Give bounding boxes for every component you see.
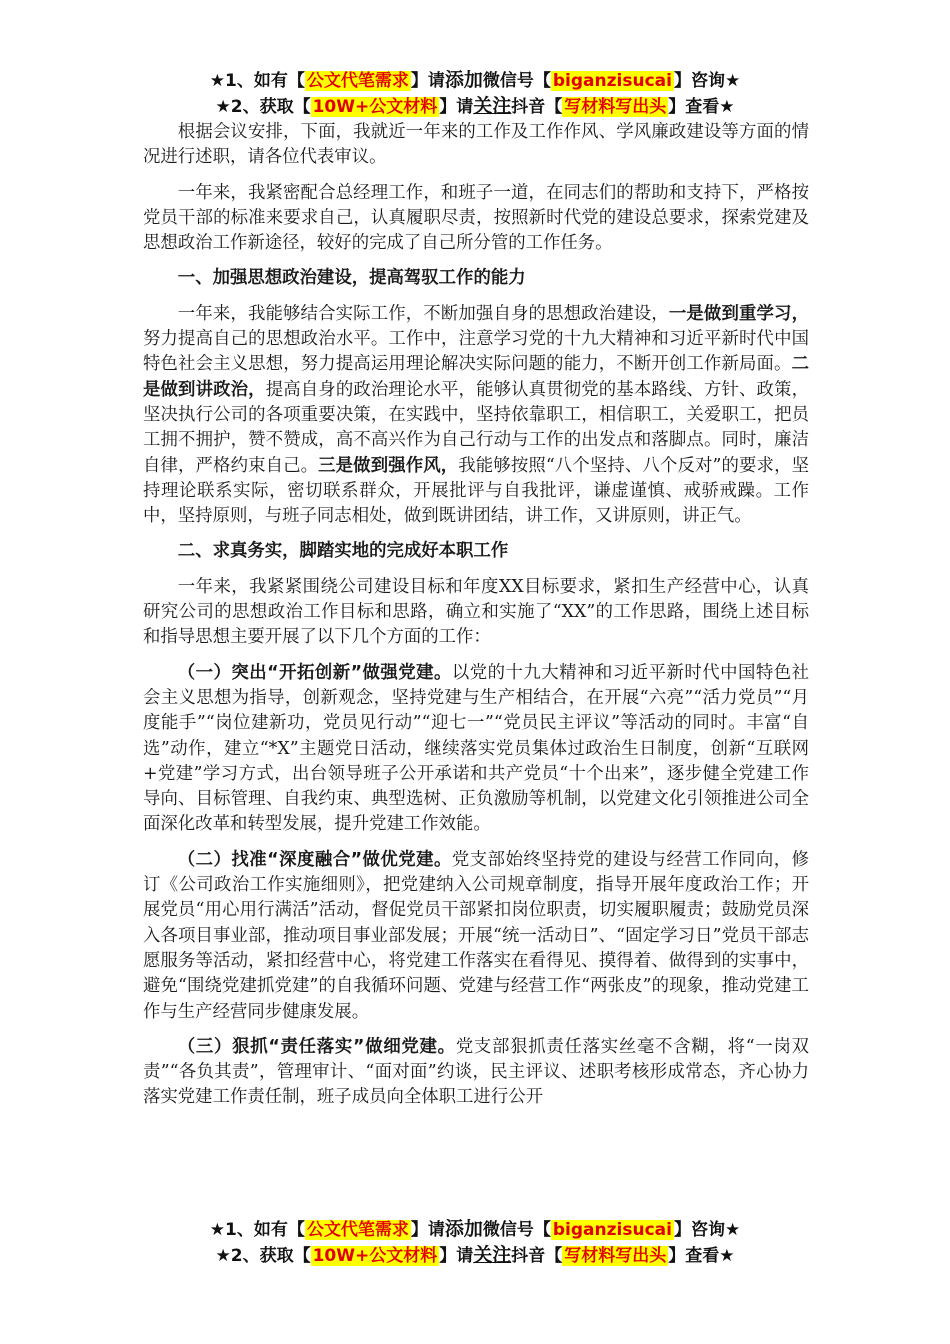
banner-prefix: ★1、如有【	[209, 1220, 305, 1240]
subsection-heading-3: （三）狠抓“责任落实”做细党建。	[177, 1036, 456, 1057]
paragraph-text: 一年来，我能够结合实际工作，不断加强自身的思想政治建设，	[177, 303, 669, 324]
promo-banner-line1-top	[0, 68, 950, 93]
banner-text: 微信号【	[482, 71, 551, 91]
paragraph-text: 党支部狠抓责任落实丝毫不含糊，将“一岗双责”“各负其责”，管理审计、“面对面”约谈，民主评议、述职考核形成常态，齐心协力落实党建工作责任制，班子成员向全体职工进行公开	[143, 1036, 809, 1108]
banner-highlight-douyin-id: 写材料写出头	[564, 97, 667, 117]
banner-prefix: ★2、获取【	[215, 97, 311, 117]
paragraph-intro: 根据会议安排，下面，我就近一年来的工作及工作作风、学风廉政建设等方面的情况进行述职，请各位代表审议。	[143, 122, 809, 168]
document-body	[143, 120, 809, 1212]
paragraph-text: 以党的十九大精神和习近平新时代中国特色社会主义思想为指导，创新观念，坚持党建与生产相结合，在开展“六亮”“活力党员”“月度能手”“岗位建新功，党员见行动”“迎七一”“党员民主评议”等活动的同时。丰富“自选”动作，建立“*X”主题党日活动，继续落实党员集体过政治生日制度，创新“互联网+党建”学习方式，出台领导班子公开承诺和共产党员“十个出来”，逐步健全党建工作导向、目标管理、自我约束、典型选树、正负激励等机制，以党建文化引领推进公司全面深化改革和转型发展，提升党建工作效能。	[143, 662, 809, 835]
paragraph-subsection-2	[143, 848, 809, 1025]
banner-text: 】请	[410, 71, 445, 91]
banner-highlight-service: 公文代笔需求	[306, 71, 409, 91]
banner-prefix: ★2、获取【	[215, 1246, 311, 1266]
section-heading-2: 二、求真务实，脚踏实地的完成好本职工作	[177, 541, 509, 562]
banner-highlight-materials: 10W+公文材料	[312, 1246, 438, 1266]
bold-point-3: 三是做到强作风，	[318, 455, 459, 476]
banner-add-text: 添加	[444, 69, 483, 91]
banner-follow-text: 关注	[473, 1244, 512, 1266]
paragraph-text: 党支部始终坚持党的建设与经营工作同向，修订《公司政治工作实施细则》，把党建纳入公司规章制度，指导开展年度政治工作；开展党员“用心用行满活”活动，督促党员干部紧扣岗位职责，切实履职履责；鼓励党员深入各项目事业部，推动项目事业部发展；开展“统一活动日”、“固定学习日”党员干部志愿服务等活动，紧扣经营中心，将党建工作落实在看得见、摸得着、做得到的实事中，避免“围绕党建抓党建”的自我循环问题、党建与经营工作“两张皮”的现象，推动党建工作与生产经营同步健康发展。	[143, 849, 809, 1022]
promo-banner-line2-top	[0, 94, 950, 119]
banner-text: 抖音【	[511, 97, 563, 117]
paragraph-work-goals: 一年来，我紧紧围绕公司建设目标和年度XX目标要求，紧扣生产经营中心，认真研究公司的思想政治工作目标和思路，确立和实施了“XX”的工作思路，围绕上述目标和指导思想主要开展了以下几个方面的工作：	[143, 576, 809, 648]
paragraph-summary: 一年来，我紧密配合总经理工作，和班子一道，在同志们的帮助和支持下，严格按党员干部的标准来要求自己，认真履职尽责，按照新时代党的建设总要求，探索党建及思想政治工作新途径，较好的完成了自己所分管的工作任务。	[143, 182, 809, 254]
paragraph-subsection-3	[143, 1035, 809, 1111]
bold-point-1: 一是做到重学习，	[668, 303, 809, 324]
banner-suffix: 】咨询★	[673, 1220, 741, 1240]
banner-follow-text: 关注	[473, 95, 512, 117]
banner-text: 抖音【	[511, 1246, 563, 1266]
banner-text: 】请	[439, 1246, 474, 1266]
banner-highlight-douyin-id: 写材料写出头	[564, 1246, 667, 1266]
paragraph-subsection-1	[143, 661, 809, 838]
promo-banner-line2-bottom	[0, 1243, 950, 1268]
promo-banner-line1-bottom	[0, 1217, 950, 1242]
banner-prefix: ★1、如有【	[209, 71, 305, 91]
paragraph-text: 努力提高自己的思想政治水平。工作中，注意学习党的十九大精神和习近平新时代中国特色社会主义思想，努力提高运用理论解决实际问题的能力，不断开创工作新局面。	[143, 329, 809, 375]
subsection-heading-1: （一）突出“开拓创新”做强党建。	[177, 662, 452, 683]
banner-suffix: 】查看★	[668, 1246, 735, 1266]
banner-add-text: 添加	[444, 1218, 483, 1240]
banner-suffix: 】咨询★	[673, 71, 741, 91]
section-heading-1: 一、加强思想政治建设，提高驾驭工作的能力	[177, 268, 526, 289]
banner-highlight-wechat-id: biganzisucai	[552, 71, 672, 91]
banner-suffix: 】查看★	[668, 97, 735, 117]
banner-text: 】请	[439, 97, 474, 117]
banner-highlight-wechat-id: biganzisucai	[552, 1220, 672, 1240]
bold-point-2: 二是做到讲政治，	[143, 354, 809, 400]
paragraph-text: 我能够按照“八个坚持、八个反对”的要求，坚持理论联系实际，密切联系群众，开展批评与自我批评，谦虚谨慎、戒骄戒躁。工作中，坚持原则，与班子同志相处，做到既讲团结，讲工作，又讲原则，讲正气。	[143, 455, 809, 527]
paragraph-text: 提高自身的政治理论水平，能够认真贯彻党的基本路线、方针、政策，坚决执行公司的各项重要决策，在实践中，坚持依靠职工，相信职工，关爱职工，把员工拥不拥护，赞不赞成，高不高兴作为自己行动与工作的出发点和落脚点。同时，廉洁自律，严格约束自己。	[143, 379, 809, 476]
paragraph-political-building	[143, 302, 809, 530]
subsection-heading-2: （二）找准“深度融合”做优党建。	[177, 849, 452, 870]
banner-highlight-materials: 10W+公文材料	[312, 97, 438, 117]
banner-text: 微信号【	[482, 1220, 551, 1240]
banner-text: 】请	[410, 1220, 445, 1240]
banner-highlight-service: 公文代笔需求	[306, 1220, 409, 1240]
